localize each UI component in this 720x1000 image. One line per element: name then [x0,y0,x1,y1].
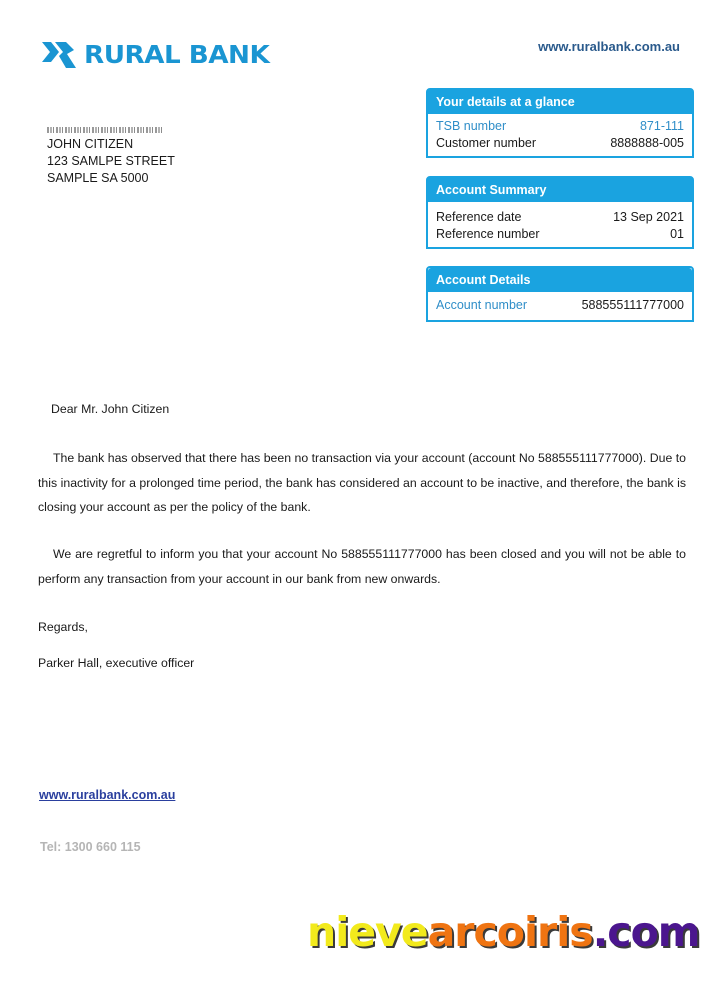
bank-name: RURAL BANK [84,39,270,69]
postal-barcode [47,127,163,133]
recipient-name: JOHN CITIZEN [47,137,134,151]
bank-logo [42,38,270,70]
row-label: Reference number [436,227,540,241]
body-paragraph-1: The bank has observed that there has been no transaction via your account (account No 588555111777000). Due to this inactivity for a prolonged time period, the bank has considered an account to be inactive, and therefore, the bank is closing your account as per the policy of the bank. [38,451,686,514]
box-title: Your details at a glance [428,90,692,114]
signer: Parker Hall, executive officer [38,656,195,670]
box-title: Account Details [428,268,692,292]
box-title: Account Summary [428,178,692,202]
recipient-street: 123 SAMLPE STREET [47,154,175,168]
row-label: Customer number [436,136,537,150]
tsb-number-row [436,118,684,135]
recipient-address [47,127,175,187]
reference-number-row [436,226,684,243]
closing: Regards, [38,620,88,634]
row-label: Account number [436,298,528,312]
footer-website-link[interactable]: www.ruralbank.com.au [39,788,176,802]
row-value: 01 [670,227,684,241]
row-value: 13 Sep 2021 [613,210,684,224]
body-paragraph-2: We are regretful to inform you that your account No 588555111777000 has been closed and you will not be able to perform any transaction from your account in our bank from new onwards. [38,547,686,586]
watermark-part-3: .com [592,908,700,956]
reference-date-row [436,209,684,226]
account-summary-box [426,176,694,249]
row-value: 871-111 [639,119,684,133]
account-number-row [436,297,684,314]
customer-number-row [436,135,684,152]
recipient-city: SAMPLE SA 5000 [47,171,149,185]
salutation: Dear Mr. John Citizen [51,402,170,416]
watermark-part-1: nieve [307,908,428,956]
watermark [307,908,700,956]
watermark-part-2: arcoiris [427,908,593,956]
details-at-a-glance-box [426,88,694,158]
row-label: Reference date [436,210,522,224]
double-chevron-r-icon [42,38,80,70]
row-value: 8888888-005 [610,136,684,150]
header-website-link[interactable]: www.ruralbank.com.au [538,39,680,54]
account-details-box [426,266,694,322]
footer-telephone: Tel: 1300 660 115 [40,840,141,854]
row-label: TSB number [436,119,507,133]
row-value: 588555111777000 [581,298,684,312]
